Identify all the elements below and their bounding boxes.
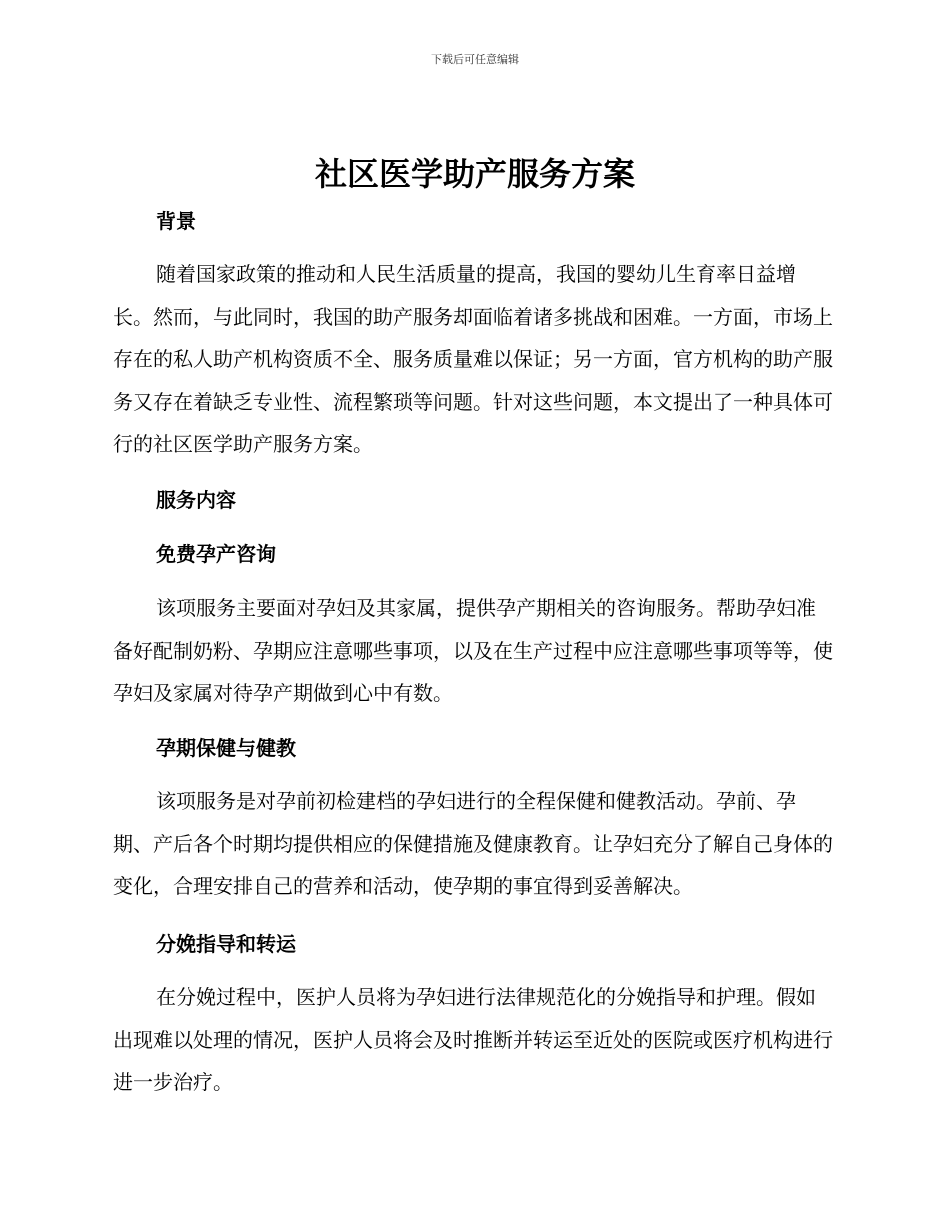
heading-prenatal-care: 孕期保健与健教 — [156, 736, 296, 760]
paragraph-background: 随着国家政策的推动和人民生活质量的提高，我国的婴幼儿生育率日益增长。然而，与此同时，我国的助产服务却面临着诸多挑战和困难。一方面，市场上存在的私人助产机构资质不全、服务质量难以保证；另一方面，官方机构的助产服务又存在着缺乏专业性、流程繁琐等问题。针对这些问题，本文提出了一种具体可行的社区医学助产服务方案。 — [113, 262, 833, 456]
paragraph-prenatal-care: 该项服务是对孕前初检建档的孕妇进行的全程保健和健教活动。孕前、孕期、产后各个时期均提供相应的保健措施及健康教育。让孕妇充分了解自己身体的变化，合理安排自己的营养和活动，使孕期的事宜得到妥善解决。 — [113, 789, 833, 898]
page-header-note: 下载后可任意编辑 — [431, 53, 519, 66]
heading-delivery-guidance: 分娩指导和转运 — [156, 932, 296, 956]
heading-background: 背景 — [156, 209, 196, 233]
document-title: 社区医学助产服务方案 — [314, 155, 635, 193]
paragraph-free-consultation: 该项服务主要面对孕妇及其家属，提供孕产期相关的咨询服务。帮助孕妇准备好配制奶粉、孕期应注意哪些事项，以及在生产过程中应注意哪些事项等等，使孕妇及家属对待孕产期做到心中有数。 — [113, 596, 833, 705]
heading-free-consultation: 免费孕产咨询 — [156, 542, 276, 566]
paragraph-delivery-guidance: 在分娩过程中，医护人员将为孕妇进行法律规范化的分娩指导和护理。假如出现难以处理的情况，医护人员将会及时推断并转运至近处的医院或医疗机构进行进一步治疗。 — [113, 985, 833, 1094]
heading-service-content: 服务内容 — [156, 488, 236, 512]
